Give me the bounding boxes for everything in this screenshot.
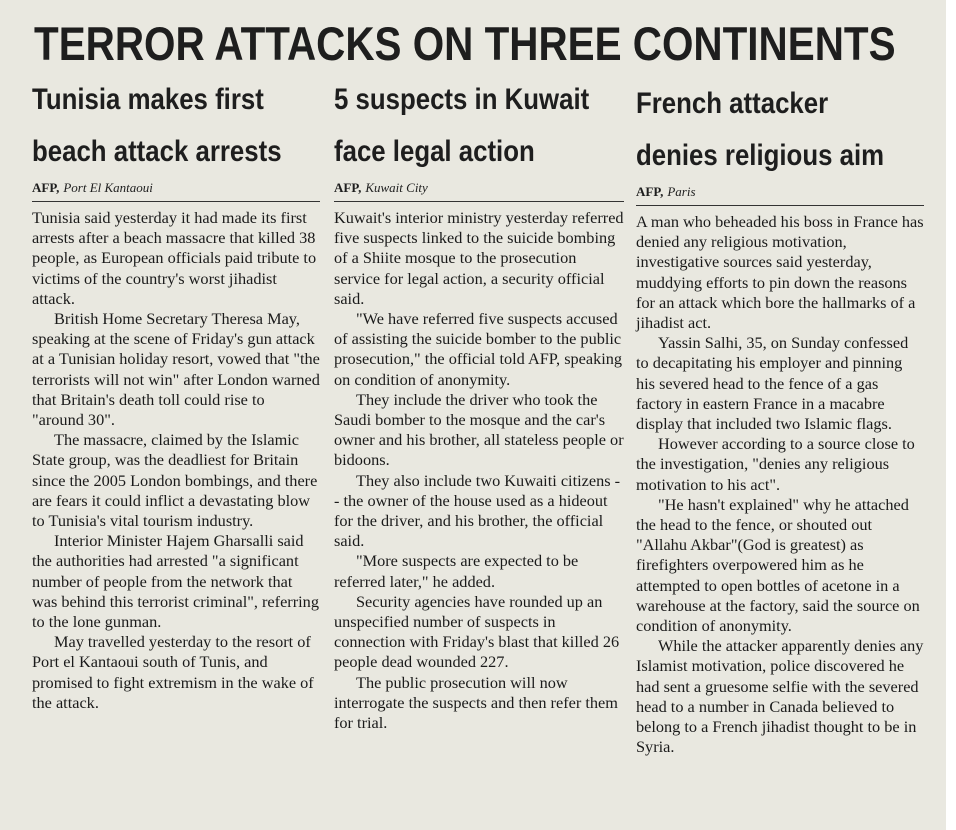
paragraph: However according to a source close to the investigation, "denies any religious motivation to his act".: [636, 434, 915, 494]
article-tunisia: [32, 74, 320, 713]
paragraph: Interior Minister Hajem Gharsalli said the authorities had arrested "a significant number of people from the network that was behind this terrorist criminal", referring to the lone gunman.: [32, 531, 319, 632]
article-body: [334, 208, 624, 733]
paragraph: The public prosecution will now interrogate the suspects and then refer them for trial.: [334, 672, 618, 733]
article-body: [636, 212, 924, 757]
byline-agency: AFP,: [32, 180, 60, 195]
paragraph: "We have referred five suspects accused of assisting the suicide bomber to the public prosecution," the official told AFP, speaking on condition of anonymity.: [334, 309, 623, 389]
paragraph: Tunisia said yesterday it had made its first arrests after a beach massacre that killed 38 people, as European officials paid tribute to victims of the country's worst jihadist attack.: [32, 208, 317, 308]
article-france: [636, 74, 924, 757]
paragraph: "He hasn't explained" why he attached the head to the fence, or shouted out "Allahu Akbar"(God is greatest) as firefighters overpowered him as he attempted to open bottles of acetone in a warehouse at the factory, said the source on condition of anonymity.: [636, 494, 920, 636]
paragraph: They also include two Kuwaiti citizens -- the owner of the house used as a hideout for the driver, and his brother, the official said.: [334, 470, 621, 551]
article-title-line-1: Tunisia makes first: [32, 83, 264, 116]
paragraph: May travelled yesterday to the resort of Port el Kantaoui south of Tunis, and promised to fight extremism in the wake of the attack.: [32, 632, 314, 712]
byline: [334, 180, 624, 202]
byline-place: Kuwait City: [365, 180, 428, 195]
article-title: [32, 74, 280, 178]
byline-agency: AFP,: [334, 180, 362, 195]
article-title-line-2: face legal action: [334, 135, 535, 168]
article-body: [32, 208, 320, 713]
article-kuwait: [334, 74, 624, 733]
article-title-line-1: French attacker: [636, 87, 829, 120]
paragraph: British Home Secretary Theresa May, speaking at the scene of Friday's gun attack at a Tunisian holiday resort, vowed that "the terrorists will not win" after London warned that Britain's death toll could rise to "around 30".: [32, 309, 320, 430]
byline: [32, 180, 320, 202]
article-title-line-2: beach attack arrests: [32, 135, 282, 168]
article-title: [636, 78, 884, 182]
paragraph: A man who beheaded his boss in France has denied any religious motivation, investigative sources said yesterday, muddying efforts to pin down the reasons for an attack which bore the hallmarks of a jihadist act.: [636, 212, 924, 333]
paragraph: "More suspects are expected to be referred later," he added.: [334, 551, 579, 591]
paragraph: Yassin Salhi, 35, on Sunday confessed to decapitating his employer and pinning his severed head to the fence of a gas factory in eastern France in a macabre display that included two Islamic flags.: [636, 333, 909, 434]
paragraph: They include the driver who took the Saudi bomber to the mosque and the car's owner and his brother, all stateless people or bidoons.: [334, 389, 624, 470]
paragraph: Kuwait's interior ministry yesterday referred five suspects linked to the suicide bombing of a Shiite mosque to the prosecution service for legal action, a security official said.: [334, 208, 624, 308]
byline-agency: AFP,: [636, 184, 664, 199]
paragraph: Security agencies have rounded up an unspecified number of suspects in connection with Friday's blast that killed 26 people dead wounded 227.: [334, 591, 620, 672]
byline-place: Paris: [667, 184, 696, 199]
paragraph: The massacre, claimed by the Islamic State group, was the deadliest for Britain since the 2005 London bombings, and there are fears it could inflict a devastating blow to Tunisia's vital tourism industry.: [32, 430, 318, 531]
main-headline: TERROR ATTACKS ON THREE CONTINENTS: [34, 17, 896, 70]
paragraph: While the attacker apparently denies any Islamist motivation, police discovered he had sent a gruesome selfie with the severed head to a number in Canada believed to belong to a French jihadist thought to be in Syria.: [636, 636, 924, 757]
article-title: [334, 74, 590, 178]
byline: [636, 184, 924, 206]
article-title-line-2: denies religious aim: [636, 139, 885, 172]
byline-place: Port El Kantaoui: [63, 180, 153, 195]
article-title-line-1: 5 suspects in Kuwait: [334, 83, 590, 116]
